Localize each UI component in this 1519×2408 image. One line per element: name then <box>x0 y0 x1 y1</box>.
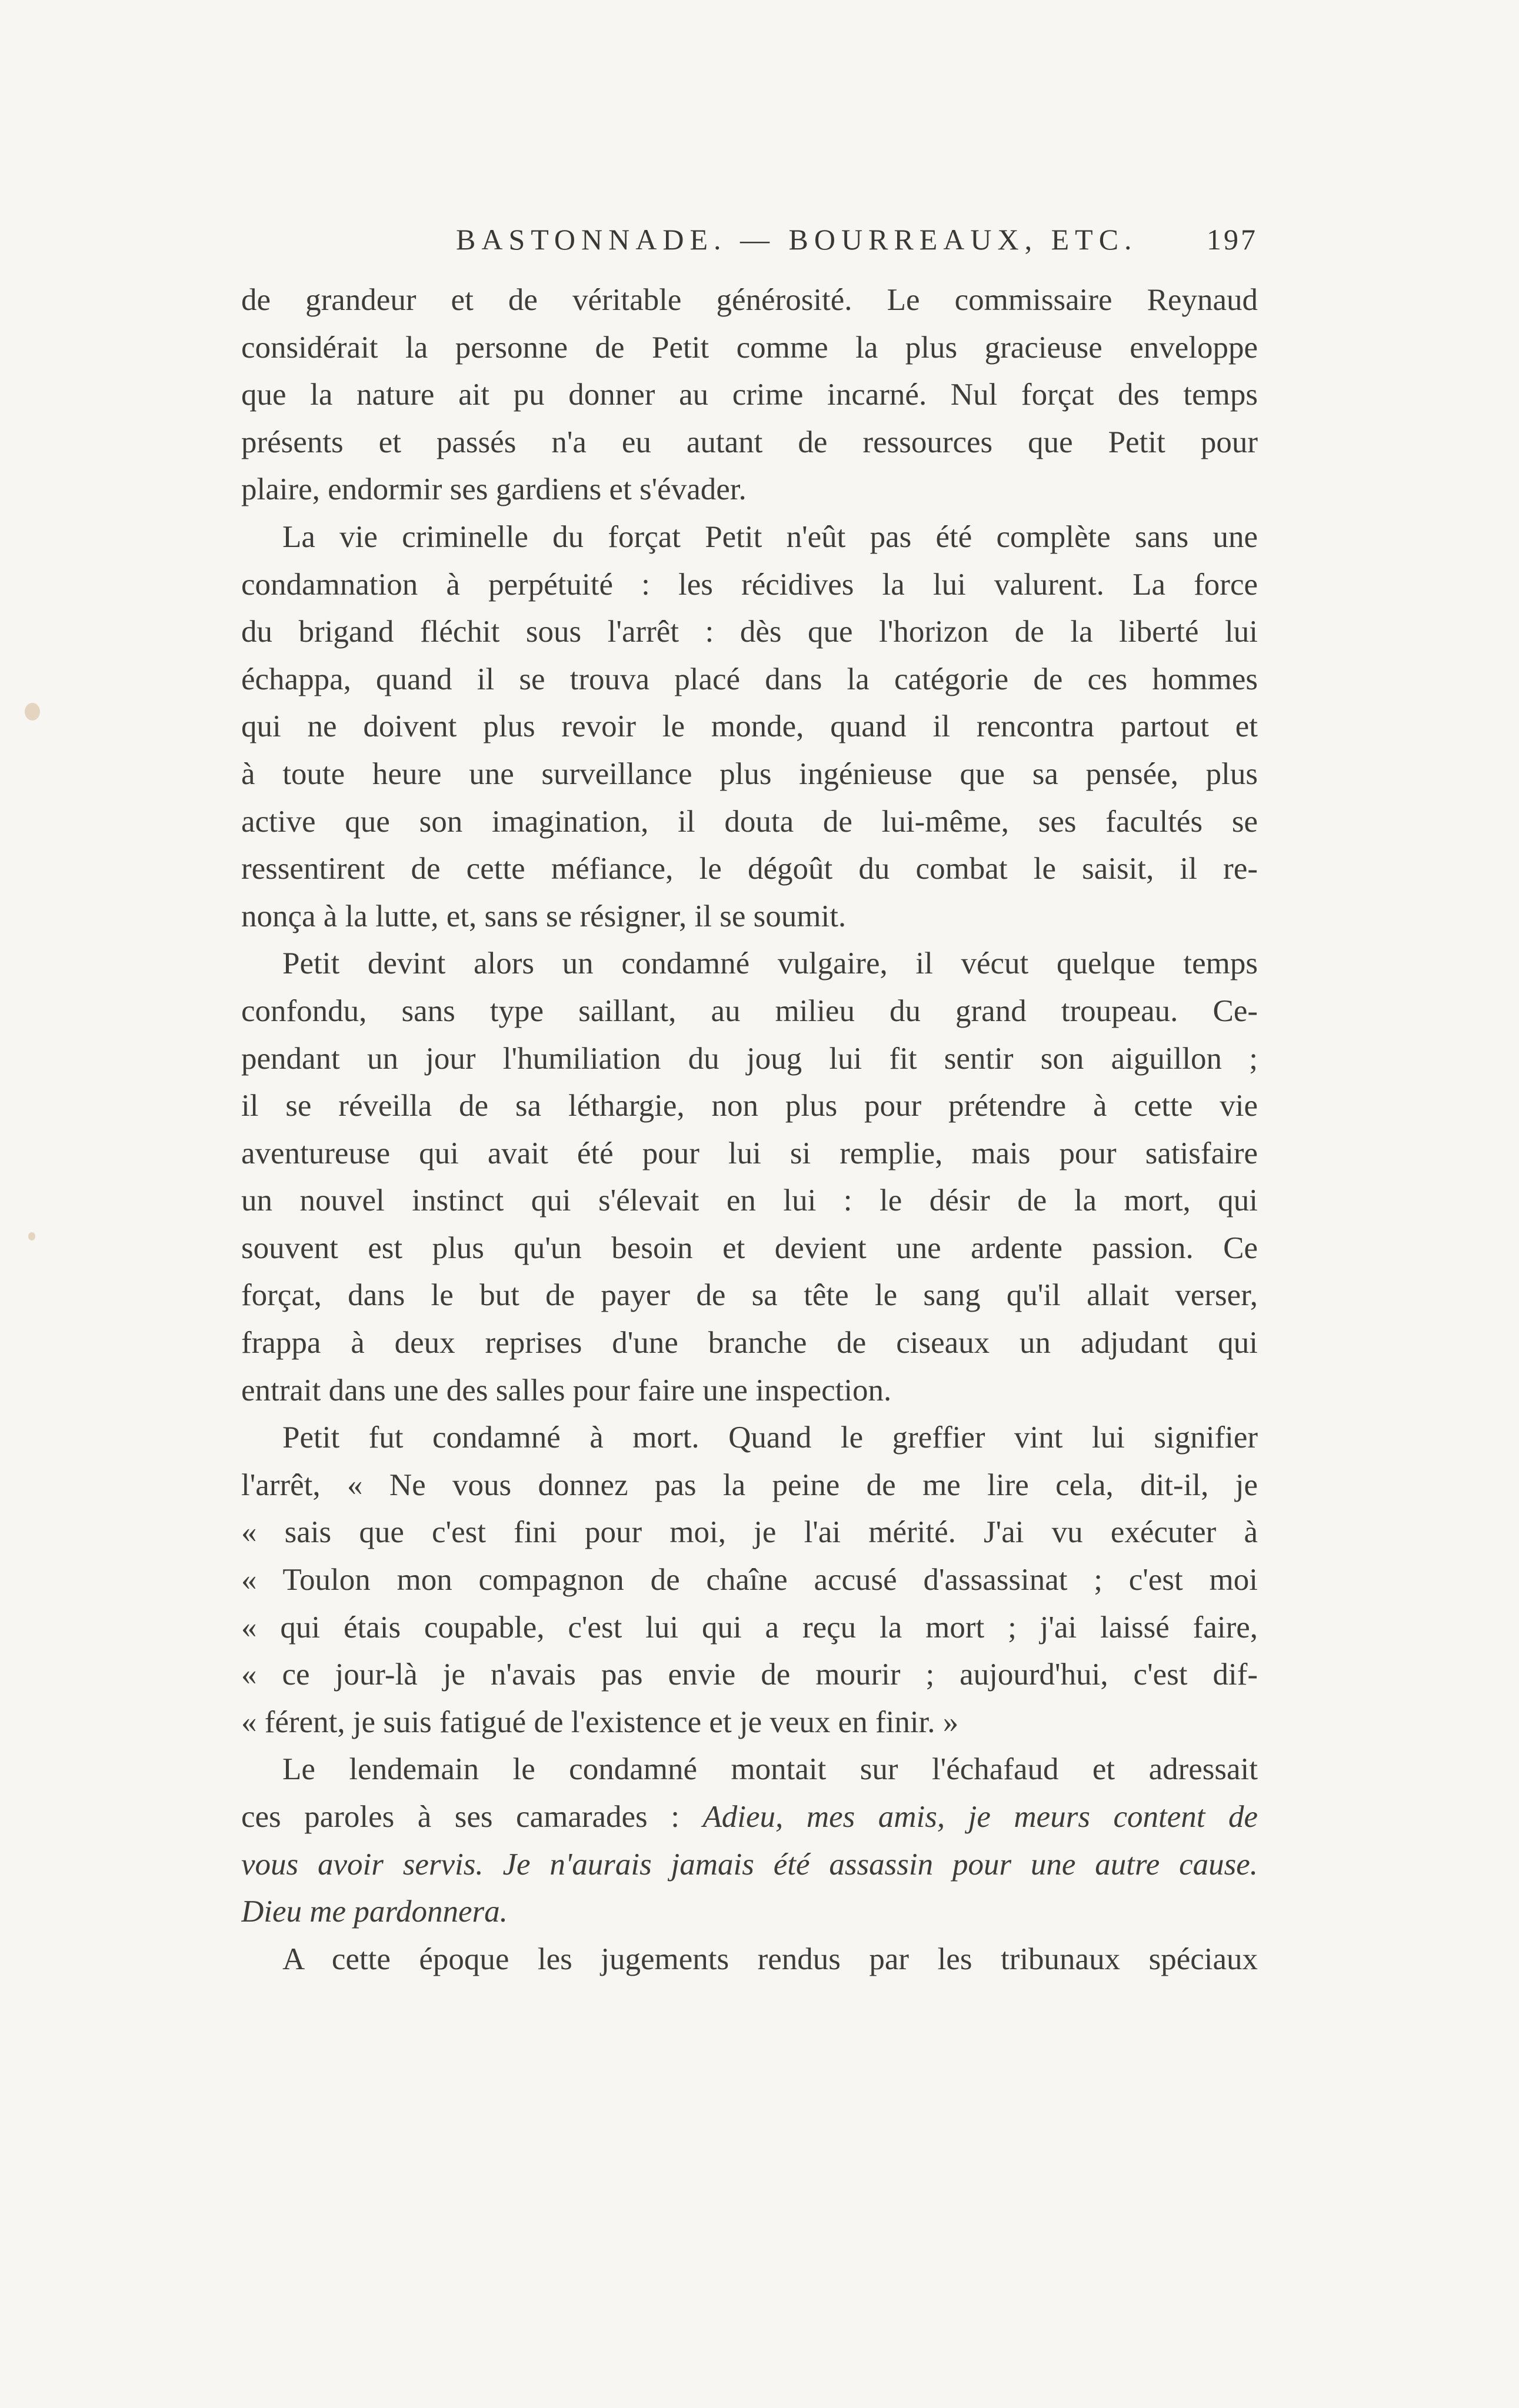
text-line: confondu, sans type saillant, au milieu du grand troupeau. Ce- <box>241 993 1258 1028</box>
running-title: BASTONNADE. — BOURREAUX, ETC. <box>456 223 1138 256</box>
text-line: plaire, endormir ses gardiens et s'évader. <box>241 472 747 507</box>
paragraph-start-line: A cette époque les jugements rendus par les tribunaux spéciaux <box>282 1942 1258 1976</box>
body-text <box>241 276 1258 1983</box>
paper-stain <box>25 703 40 721</box>
text-line: de grandeur et de véritable générosité. Le commissaire Reynaud <box>241 283 1258 317</box>
text-line: pendant un jour l'humiliation du joug lui fit sentir son aiguillon ; <box>241 1041 1258 1076</box>
text-line: « ce jour-là je n'avais pas envie de mourir ; aujourd'hui, c'est dif- <box>241 1657 1258 1692</box>
text-line: à toute heure une surveillance plus ingénieuse que sa pensée, plus <box>241 756 1258 791</box>
text-line: nonça à la lutte, et, sans se résigner, il se soumit. <box>241 899 847 933</box>
text-line: un nouvel instinct qui s'élevait en lui : le désir de la mort, qui <box>241 1183 1258 1218</box>
text-line: « Toulon mon compagnon de chaîne accusé d'assassinat ; c'est moi <box>241 1563 1258 1597</box>
italic-quote-line: vous avoir servis. Je n'aurais jamais été assassin pour une autre cause. <box>241 1847 1258 1882</box>
text-line: « qui étais coupable, c'est lui qui a reçu la mort ; j'ai laissé faire, <box>241 1610 1258 1645</box>
paragraph-start-line: La vie criminelle du forçat Petit n'eût pas été complète sans une <box>282 519 1258 554</box>
text-line: il se réveilla de sa léthargie, non plus pour prétendre à cette vie <box>241 1089 1258 1123</box>
text-line: ressentirent de cette méfiance, le dégoût du combat le saisit, il re- <box>241 852 1258 886</box>
text-line: condamnation à perpétuité : les récidives la lui valurent. La force <box>241 567 1258 602</box>
italic-quote: Adieu, mes amis, je meurs content de <box>702 1800 1258 1834</box>
paragraph-start-line: Petit fut condamné à mort. Quand le greffier vint lui signifier <box>282 1420 1258 1455</box>
paragraph-start-line: Le lendemain le condamné montait sur l'échafaud et adressait <box>282 1752 1258 1787</box>
text-line: considérait la personne de Petit comme la plus gracieuse enveloppe <box>241 330 1258 365</box>
text-line: qui ne doivent plus revoir le monde, quand il rencontra partout et <box>241 709 1258 744</box>
text-line: que la nature ait pu donner au crime incarné. Nul forçat des temps <box>241 378 1258 412</box>
paragraph-start-line: Petit devint alors un condamné vulgaire, il vécut quelque temps <box>282 946 1258 981</box>
text-line: « sais que c'est fini pour moi, je l'ai mérité. J'ai vu exécuter à <box>241 1515 1258 1550</box>
text-line: frappa à deux reprises d'une branche de ciseaux un adjudant qui <box>241 1326 1258 1360</box>
text-line: du brigand fléchit sous l'arrêt : dès que l'horizon de la liberté lui <box>241 615 1258 649</box>
page-number: 197 <box>1207 223 1258 256</box>
text-line: échappa, quand il se trouva placé dans la catégorie de ces hommes <box>241 662 1258 696</box>
text-line: active que son imagination, il douta de lui-même, ses facultés se <box>241 804 1258 839</box>
text-line-with-quote <box>241 1793 1258 1841</box>
italic-quote-line: Dieu me pardonnera. <box>241 1895 508 1929</box>
text-fragment: ces paroles à ses camarades : <box>241 1800 703 1834</box>
text-line: souvent est plus qu'un besoin et devient une ardente passion. Ce <box>241 1230 1258 1265</box>
page-header <box>241 222 1258 269</box>
text-line: forçat, dans le but de payer de sa tête le sang qu'il allait verser, <box>241 1278 1258 1313</box>
paper-stain <box>28 1232 35 1240</box>
text-line: présents et passés n'a eu autant de ressources que Petit pour <box>241 425 1258 459</box>
text-line: l'arrêt, « Ne vous donnez pas la peine de me lire cela, dit-il, je <box>241 1468 1258 1502</box>
text-line: aventureuse qui avait été pour lui si remplie, mais pour satisfaire <box>241 1136 1258 1170</box>
text-line: entrait dans une des salles pour faire une inspection. <box>241 1373 892 1408</box>
text-line: « férent, je suis fatigué de l'existence et je veux en finir. » <box>241 1705 959 1739</box>
